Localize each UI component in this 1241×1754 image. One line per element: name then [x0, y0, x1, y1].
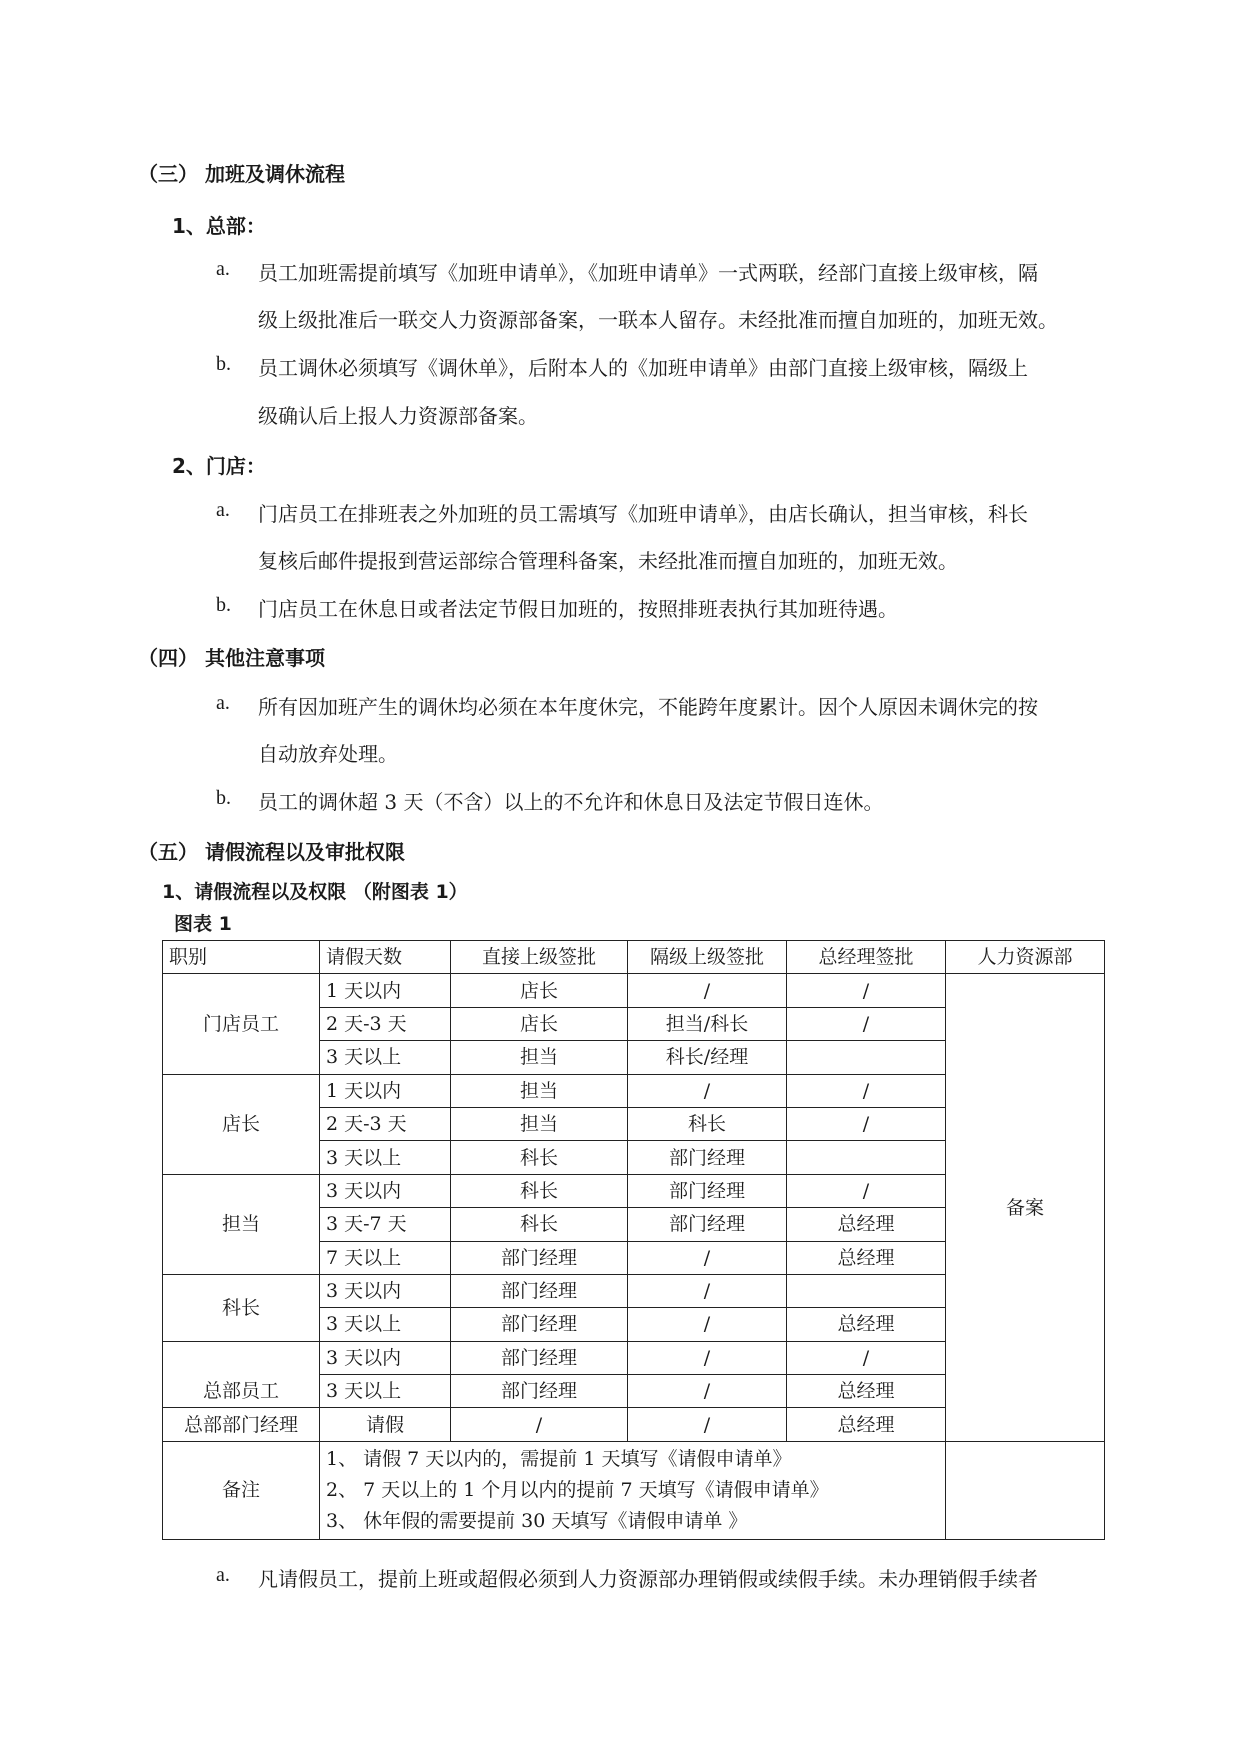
days-cell: 3 天-7 天 — [320, 1208, 451, 1241]
skip-cell: 部门经理 — [628, 1208, 787, 1241]
direct-cell: 部门经理 — [451, 1341, 628, 1374]
store-a-line1: 门店员工在排班表之外加班的员工需填写《加班申请单》，由店长确认，担当审核，科长 — [258, 502, 1028, 526]
skip-cell: 部门经理 — [628, 1141, 787, 1174]
hq-b-line1: 员工调休必须填写《调休单》，后附本人的《加班申请单》由部门直接上级审核，隔级上 — [258, 356, 1028, 380]
s4-a-line1: 所有因加班产生的调休均必须在本年度休完，不能跨年度累计。因个人原因未调休完的按 — [258, 695, 1038, 719]
notes-row — [163, 1441, 1105, 1539]
after-a-marker: a. — [216, 1564, 230, 1586]
hq-title: 1、总部： — [172, 214, 266, 238]
role-cell: 总部部门经理 — [163, 1408, 320, 1441]
note-3: 3、 休年假的需要提前 30 天填写《请假申请单 》 — [326, 1509, 748, 1532]
skip-cell: 部门经理 — [628, 1174, 787, 1207]
direct-cell: 店长 — [451, 1007, 628, 1040]
days-cell: 3 天以上 — [320, 1375, 451, 1408]
gm-cell: 总经理 — [787, 1408, 946, 1441]
header-days: 请假天数 — [320, 941, 451, 974]
after-a-line1: 凡请假员工，提前上班或超假必须到人力资源部办理销假或续假手续。未办理销假手续者 — [258, 1567, 1038, 1591]
days-cell: 请假 — [320, 1408, 451, 1441]
direct-cell: 担当 — [451, 1074, 628, 1107]
table-header-row — [163, 941, 1105, 974]
note-1: 1、 请假 7 天以内的，需提前 1 天填写《请假申请单》 — [326, 1447, 792, 1470]
skip-cell: / — [628, 1241, 787, 1274]
direct-cell: 担当 — [451, 1041, 628, 1074]
skip-cell: / — [628, 1408, 787, 1441]
section3-heading: （三） 加班及调休流程 — [138, 162, 345, 186]
gm-cell: / — [787, 1107, 946, 1140]
direct-cell: 部门经理 — [451, 1274, 628, 1307]
direct-cell: 科长 — [451, 1208, 628, 1241]
days-cell: 3 天以上 — [320, 1041, 451, 1074]
direct-cell: 部门经理 — [451, 1375, 628, 1408]
s4-b-marker: b. — [216, 787, 231, 809]
s4-b-line1: 员工的调休超 3 天（不含）以上的不允许和休息日及法定节假日连休。 — [258, 790, 884, 814]
section4-heading: （四） 其他注意事项 — [138, 646, 325, 670]
skip-cell: / — [628, 1274, 787, 1307]
direct-cell: / — [451, 1408, 628, 1441]
gm-cell: / — [787, 1341, 946, 1374]
direct-cell: 科长 — [451, 1174, 628, 1207]
gm-cell: / — [787, 1007, 946, 1040]
direct-cell: 担当 — [451, 1107, 628, 1140]
s4-a-line2: 自动放弃处理。 — [258, 742, 398, 766]
skip-cell: 担当/科长 — [628, 1007, 787, 1040]
leave-approval-table — [162, 940, 1105, 1540]
notes-cell — [320, 1441, 946, 1539]
skip-cell: / — [628, 1308, 787, 1341]
skip-cell: 科长/经理 — [628, 1041, 787, 1074]
days-cell: 1 天以内 — [320, 1074, 451, 1107]
skip-cell: / — [628, 1375, 787, 1408]
header-hr: 人力资源部 — [946, 941, 1105, 974]
direct-cell: 科长 — [451, 1141, 628, 1174]
gm-cell: 总经理 — [787, 1241, 946, 1274]
role-cell: 门店员工 — [163, 974, 320, 1074]
hq-a-marker: a. — [216, 258, 230, 280]
role-cell: 店长 — [163, 1074, 320, 1174]
store-a-line2: 复核后邮件提报到营运部综合管理科备案，未经批准而擅自加班的，加班无效。 — [258, 549, 958, 573]
s4-a-marker: a. — [216, 692, 230, 714]
table-row — [163, 974, 1105, 1007]
store-b-marker: b. — [216, 594, 231, 616]
direct-cell: 店长 — [451, 974, 628, 1007]
days-cell: 3 天以内 — [320, 1274, 451, 1307]
gm-cell: 总经理 — [787, 1308, 946, 1341]
gm-cell — [787, 1274, 946, 1307]
days-cell: 3 天以内 — [320, 1174, 451, 1207]
skip-cell: / — [628, 1341, 787, 1374]
direct-cell: 部门经理 — [451, 1241, 628, 1274]
gm-cell — [787, 1041, 946, 1074]
store-title: 2、门店： — [172, 454, 266, 478]
header-gm-approval: 总经理签批 — [787, 941, 946, 974]
hq-b-line2: 级确认后上报人力资源部备案。 — [258, 404, 538, 428]
days-cell: 2 天-3 天 — [320, 1007, 451, 1040]
notes-empty-cell — [946, 1441, 1105, 1539]
skip-cell: / — [628, 974, 787, 1007]
hr-record-cell: 备案 — [946, 974, 1105, 1441]
days-cell: 3 天以内 — [320, 1341, 451, 1374]
days-cell: 1 天以内 — [320, 974, 451, 1007]
hq-b-marker: b. — [216, 353, 231, 375]
store-a-marker: a. — [216, 499, 230, 521]
skip-cell: 科长 — [628, 1107, 787, 1140]
header-skip-approval: 隔级上级签批 — [628, 941, 787, 974]
role-cell: 科长 — [163, 1274, 320, 1341]
hq-a-line2: 级上级批准后一联交人力资源部备案，一联本人留存。未经批准而擅自加班的，加班无效。 — [258, 308, 1058, 332]
section5-heading: （五） 请假流程以及审批权限 — [138, 840, 405, 864]
direct-cell: 部门经理 — [451, 1308, 628, 1341]
gm-cell: 总经理 — [787, 1375, 946, 1408]
role-cell: 担当 — [163, 1174, 320, 1274]
days-cell: 3 天以上 — [320, 1308, 451, 1341]
header-direct-approval: 直接上级签批 — [451, 941, 628, 974]
skip-cell: / — [628, 1074, 787, 1107]
gm-cell: / — [787, 974, 946, 1007]
days-cell: 2 天-3 天 — [320, 1107, 451, 1140]
leave-subheading: 1、请假流程以及权限 （附图表 1） — [162, 881, 468, 903]
table-caption: 图表 1 — [174, 913, 232, 935]
gm-cell — [787, 1141, 946, 1174]
role-cell: 总部员工 — [163, 1341, 320, 1408]
gm-cell: 总经理 — [787, 1208, 946, 1241]
days-cell: 3 天以上 — [320, 1141, 451, 1174]
notes-label: 备注 — [163, 1441, 320, 1539]
hq-a-line1: 员工加班需提前填写《加班申请单》，《加班申请单》一式两联，经部门直接上级审核，隔 — [258, 261, 1038, 285]
gm-cell: / — [787, 1074, 946, 1107]
gm-cell: / — [787, 1174, 946, 1207]
header-role: 职别 — [163, 941, 320, 974]
days-cell: 7 天以上 — [320, 1241, 451, 1274]
note-2: 2、 7 天以上的 1 个月以内的提前 7 天填写《请假申请单》 — [326, 1478, 829, 1501]
store-b-line1: 门店员工在休息日或者法定节假日加班的，按照排班表执行其加班待遇。 — [258, 597, 898, 621]
